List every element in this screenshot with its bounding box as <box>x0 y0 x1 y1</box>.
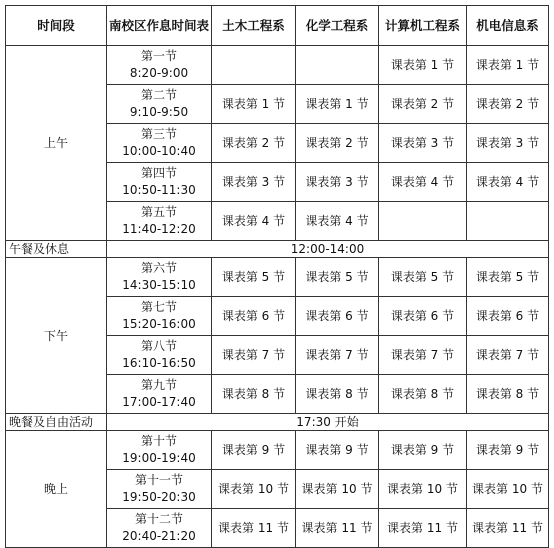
schedule-body <box>6 46 549 548</box>
course-cell: 课表第 1 节 <box>379 46 467 85</box>
slot-cell <box>107 202 212 241</box>
course-cell: 课表第 10 节 <box>296 470 379 509</box>
course-cell <box>212 46 296 85</box>
slot-name: 第十一节 <box>134 473 183 487</box>
slot-time: 11:40-12:20 <box>122 222 196 236</box>
schedule-table <box>5 5 549 548</box>
slot-name: 第五节 <box>140 205 177 219</box>
break-row <box>6 414 549 431</box>
course-cell: 课表第 6 节 <box>379 297 467 336</box>
slot-time: 15:20-16:00 <box>122 317 196 331</box>
course-cell: 课表第 3 节 <box>296 163 379 202</box>
slot-cell <box>107 258 212 297</box>
course-cell: 课表第 11 节 <box>212 509 296 548</box>
course-cell: 课表第 2 节 <box>212 124 296 163</box>
course-cell: 课表第 1 节 <box>296 85 379 124</box>
course-cell: 课表第 3 节 <box>379 124 467 163</box>
table-row <box>6 258 549 297</box>
course-cell: 课表第 7 节 <box>467 336 549 375</box>
slot-name: 第八节 <box>140 339 177 353</box>
course-cell: 课表第 6 节 <box>467 297 549 336</box>
course-cell: 课表第 5 节 <box>212 258 296 297</box>
course-cell: 课表第 10 节 <box>467 470 549 509</box>
break-time: 12:00-14:00 <box>107 241 549 258</box>
slot-name: 第六节 <box>140 261 177 275</box>
slot-name: 第三节 <box>140 127 177 141</box>
table-row <box>6 431 549 470</box>
course-cell: 课表第 9 节 <box>379 431 467 470</box>
period-label: 下午 <box>6 258 107 414</box>
slot-time: 17:00-17:40 <box>122 395 196 409</box>
course-cell: 课表第 4 节 <box>296 202 379 241</box>
slot-name: 第一节 <box>140 49 177 63</box>
course-cell: 课表第 2 节 <box>467 85 549 124</box>
slot-time: 16:10-16:50 <box>122 356 196 370</box>
course-cell: 课表第 11 节 <box>467 509 549 548</box>
course-cell: 课表第 4 节 <box>467 163 549 202</box>
header-mechatronics: 机电信息系 <box>467 6 549 46</box>
course-cell <box>467 202 549 241</box>
slot-name: 第四节 <box>140 166 177 180</box>
slot-cell <box>107 375 212 414</box>
slot-time: 19:50-20:30 <box>122 490 196 504</box>
course-cell: 课表第 8 节 <box>296 375 379 414</box>
course-cell: 课表第 11 节 <box>296 509 379 548</box>
course-cell: 课表第 9 节 <box>212 431 296 470</box>
course-cell: 课表第 5 节 <box>379 258 467 297</box>
slot-cell <box>107 46 212 85</box>
break-label: 午餐及休息 <box>6 241 107 258</box>
course-cell <box>379 202 467 241</box>
header-chemical-engineering: 化学工程系 <box>296 6 379 46</box>
slot-cell <box>107 297 212 336</box>
course-cell: 课表第 7 节 <box>379 336 467 375</box>
course-cell: 课表第 7 节 <box>296 336 379 375</box>
slot-time: 14:30-15:10 <box>122 278 196 292</box>
slot-name: 第二节 <box>140 88 177 102</box>
course-cell: 课表第 7 节 <box>212 336 296 375</box>
header-row <box>6 6 549 46</box>
course-cell: 课表第 6 节 <box>296 297 379 336</box>
header-computer-engineering: 计算机工程系 <box>379 6 467 46</box>
course-cell: 课表第 5 节 <box>467 258 549 297</box>
course-cell <box>296 46 379 85</box>
slot-cell <box>107 509 212 548</box>
course-cell: 课表第 9 节 <box>296 431 379 470</box>
slot-cell <box>107 336 212 375</box>
slot-cell <box>107 85 212 124</box>
course-cell: 课表第 4 节 <box>212 202 296 241</box>
table-row <box>6 46 549 85</box>
slot-time: 20:40-21:20 <box>122 529 196 543</box>
course-cell: 课表第 8 节 <box>212 375 296 414</box>
course-cell: 课表第 9 节 <box>467 431 549 470</box>
break-label: 晚餐及自由活动 <box>6 414 107 431</box>
course-cell: 课表第 8 节 <box>379 375 467 414</box>
break-time: 17:30 开始 <box>107 414 549 431</box>
slot-name: 第十节 <box>140 434 177 448</box>
slot-cell <box>107 124 212 163</box>
course-cell: 课表第 3 节 <box>467 124 549 163</box>
slot-cell <box>107 163 212 202</box>
course-cell: 课表第 3 节 <box>212 163 296 202</box>
course-cell: 课表第 4 节 <box>379 163 467 202</box>
period-label: 晚上 <box>6 431 107 548</box>
period-label: 上午 <box>6 46 107 241</box>
break-row <box>6 241 549 258</box>
slot-cell <box>107 431 212 470</box>
course-cell: 课表第 8 节 <box>467 375 549 414</box>
course-cell: 课表第 1 节 <box>212 85 296 124</box>
course-cell: 课表第 10 节 <box>379 470 467 509</box>
slot-cell <box>107 470 212 509</box>
slot-time: 8:20-9:00 <box>129 66 189 80</box>
course-cell: 课表第 10 节 <box>212 470 296 509</box>
course-cell: 课表第 6 节 <box>212 297 296 336</box>
slot-time: 9:10-9:50 <box>129 105 189 119</box>
course-cell: 课表第 11 节 <box>379 509 467 548</box>
slot-time: 10:50-11:30 <box>122 183 196 197</box>
slot-time: 10:00-10:40 <box>122 144 196 158</box>
slot-time: 19:00-19:40 <box>122 451 196 465</box>
course-cell: 课表第 2 节 <box>379 85 467 124</box>
header-schedule: 南校区作息时间表 <box>107 6 212 46</box>
course-cell: 课表第 5 节 <box>296 258 379 297</box>
slot-name: 第七节 <box>140 300 177 314</box>
course-cell: 课表第 1 节 <box>467 46 549 85</box>
header-civil-engineering: 土木工程系 <box>212 6 296 46</box>
slot-name: 第十二节 <box>134 512 183 526</box>
course-cell: 课表第 2 节 <box>296 124 379 163</box>
slot-name: 第九节 <box>140 378 177 392</box>
header-time-period: 时间段 <box>6 6 107 46</box>
